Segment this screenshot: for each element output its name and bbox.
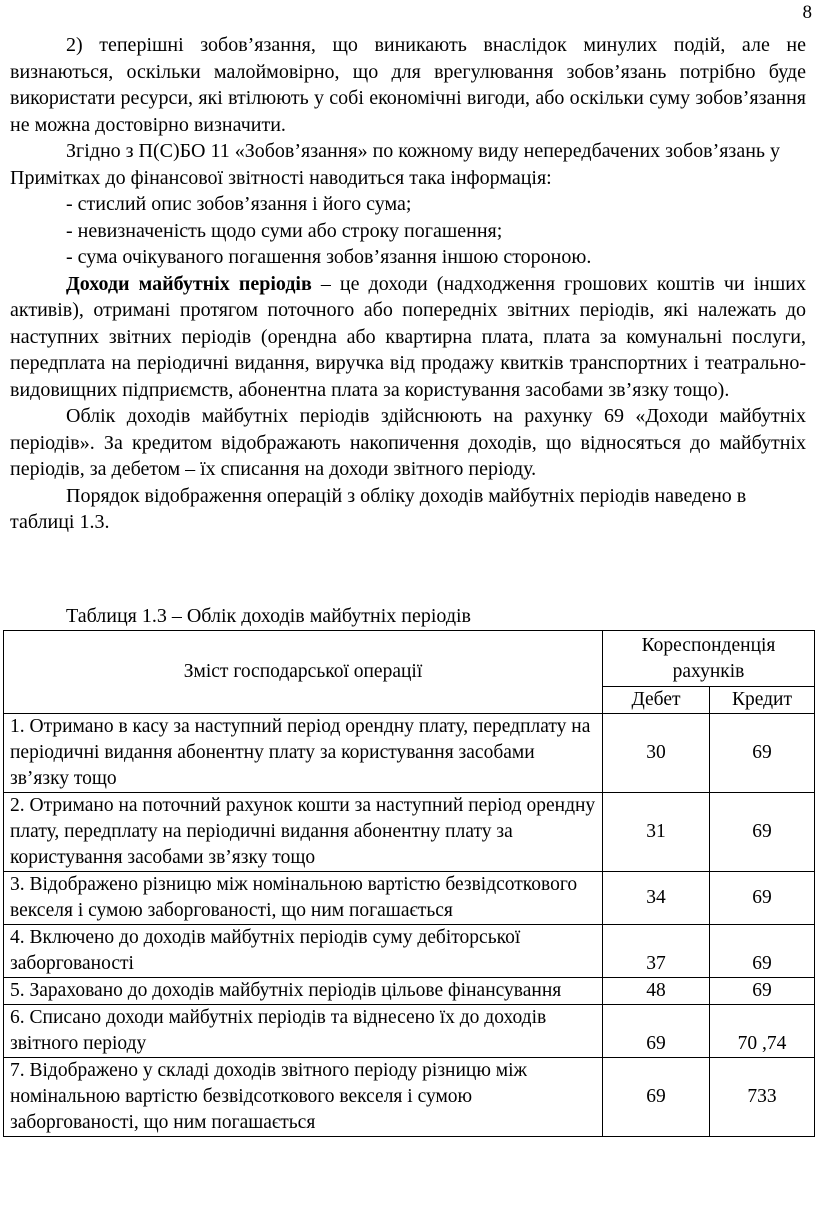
debit-cell: 30 <box>603 714 710 793</box>
paragraph-standard-reference: Згідно з П(С)БО 11 «Зобов’язання» по кожному виду непередбачених зобов’язань у Примітках до фінансової звітності наводиться така інформація: <box>10 140 781 189</box>
header-correspondence: Кореспонденція рахунків <box>603 631 815 687</box>
operation-cell: 4. Включено до доходів майбутніх періодів суму дебіторської заборгованості <box>4 925 603 978</box>
header-operation: Зміст господарської операції <box>4 631 603 714</box>
table-row <box>4 1005 815 1058</box>
table-row <box>4 793 815 872</box>
operation-cell: 7. Відображено у складі доходів звітного періоду різницю між номінальною вартістю безвідсоткового векселя і сумою заборгованості, що ним погашається <box>4 1058 603 1137</box>
table-row <box>4 872 815 925</box>
paragraph-contingent-liabilities: 2) теперішні зобов’язання, що виникають внаслідок минулих подій, але не визнаються, оскільки малоймовірно, що для врегулювання зобов’язань потрібно буде використати ресурси, які втілюють у собі економічні вигоди, або оскільки суму зобов’язання не можна достовірно визначити. <box>10 34 806 136</box>
table-row <box>4 978 815 1005</box>
debit-cell: 69 <box>603 1058 710 1137</box>
table-row <box>4 714 815 793</box>
credit-cell: 69 <box>710 872 815 925</box>
debit-cell: 34 <box>603 872 710 925</box>
debit-cell: 37 <box>603 925 710 978</box>
list-item: - невизначеність щодо суми або строку погашення; <box>66 219 503 242</box>
table-row <box>4 1058 815 1137</box>
paragraph-account-69: Облік доходів майбутніх періодів здійснюють на рахунку 69 «Доходи майбутніх періодів». За кредитом відображають накопичення доходів, що відносяться до майбутніх періодів, за дебетом – їх списання на доходи звітного періоду. <box>10 405 806 480</box>
deferred-income-table <box>3 630 815 1137</box>
debit-cell: 48 <box>603 978 710 1005</box>
table-caption: Таблиця 1.3 – Облік доходів майбутніх періодів <box>66 605 471 627</box>
operation-cell: 6. Списано доходи майбутніх періодів та віднесено їх до доходів звітного періоду <box>4 1005 603 1058</box>
operation-cell: 5. Зараховано до доходів майбутніх періодів цільове фінансування <box>4 978 603 1005</box>
debit-cell: 69 <box>603 1005 710 1058</box>
operation-cell: 3. Відображено різницю між номінальною вартістю безвідсоткового векселя і сумою заборгованості, що ним погашається <box>4 872 603 925</box>
list-item: - стислий опис зобов’язання і його сума; <box>66 193 412 215</box>
header-credit: Кредит <box>710 687 815 714</box>
operation-cell: 2. Отримано на поточний рахунок кошти за наступний період орендну плату, передплату на періодичні видання абонентну плату за користування засобами зв’язку тощо <box>4 793 603 872</box>
credit-cell: 69 <box>710 714 815 793</box>
header-debit: Дебет <box>603 687 710 714</box>
body-text <box>10 32 806 536</box>
credit-cell: 69 <box>710 793 815 872</box>
term-deferred-income: Доходи майбутніх періодів <box>66 272 312 295</box>
debit-cell: 31 <box>603 793 710 872</box>
page-number: 8 <box>802 2 812 23</box>
credit-cell: 69 <box>710 978 815 1005</box>
credit-cell: 69 <box>710 925 815 978</box>
table-row <box>4 925 815 978</box>
definition-text: – це доходи (надходження грошових коштів чи інших активів), отримані протягом поточного або попередніх звітних періодів, які належать до наступних звітних періодів (орендна або квартирна плата, плата за комунальні послуги, передплата на періодичні видання, виручка від продажу квитків транспортних і театрально-видовищних підприємств, абонентна плата за користування засобами зв’язку тощо). <box>10 272 806 401</box>
paragraph-deferred-income-definition <box>10 271 806 404</box>
paragraph-table-reference: Порядок відображення операцій з обліку доходів майбутніх періодів наведено в таблиці 1.3. <box>10 484 747 533</box>
credit-cell: 70 ,74 <box>710 1005 815 1058</box>
operation-cell: 1. Отримано в касу за наступний період орендну плату, передплату на періодичні видання абонентну плату за користування засобами зв’язку тощо <box>4 714 603 793</box>
list-item: - сума очікуваного погашення зобов’язання іншою стороною. <box>66 246 592 268</box>
credit-cell: 733 <box>710 1058 815 1137</box>
